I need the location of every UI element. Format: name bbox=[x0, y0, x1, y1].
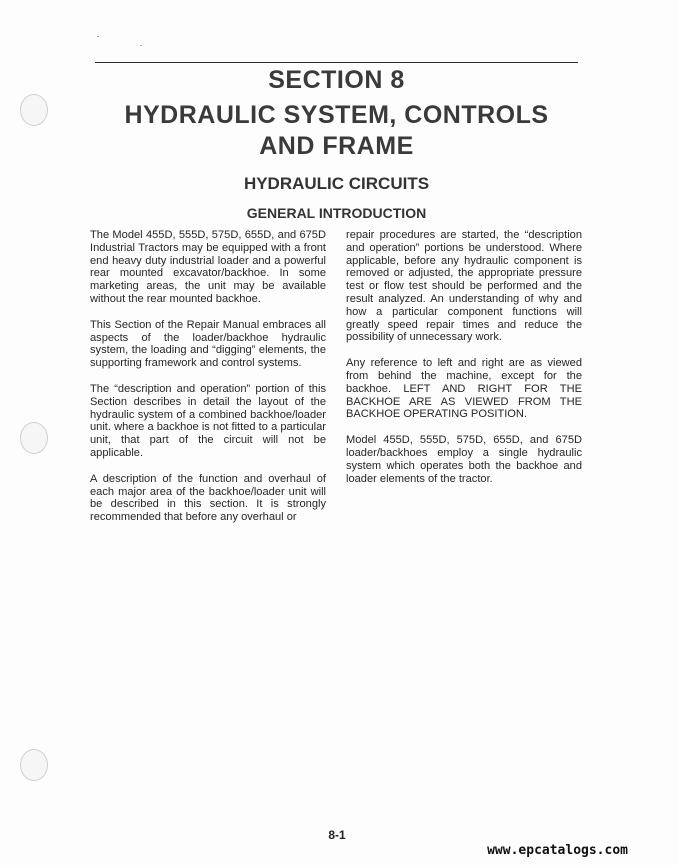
subsection-title: HYDRAULIC CIRCUITS bbox=[243, 174, 430, 193]
page-title bbox=[95, 100, 578, 162]
title-line-1: HYDRAULIC SYSTEM, CONTROLS bbox=[124, 101, 549, 129]
punch-hole-top bbox=[20, 94, 48, 126]
punch-hole-middle bbox=[20, 422, 48, 454]
intro-heading: GENERAL INTRODUCTION bbox=[246, 205, 427, 221]
paragraph: Model 455D, 555D, 575D, 655D, and 675D loader/backhoes employ a single hydraulic system which operates both the backhoe and loader elements of the tractor. bbox=[346, 434, 582, 485]
scan-speck bbox=[97, 36, 99, 37]
right-column bbox=[346, 229, 582, 498]
paragraph: The “description and operation” portion of this Section describes in detail the layout of the hydraulic system of a combined backhoe/loader unit. where a backhoe is not fitted to a particular unit, that part of the circuit will not be applicable. bbox=[90, 382, 326, 459]
paragraph: A description of the function and overhaul of each major area of the backhoe/loader unit will be described in this section. It is strongly recommended that before any overhaul or bbox=[90, 472, 326, 524]
page-number: 8-1 bbox=[328, 828, 346, 842]
paragraph: This Section of the Repair Manual embraces all aspects of the loader/backhoe hydraulic system, the loading and “digging” elements, the supporting framework and control systems. bbox=[90, 318, 326, 370]
section-number: SECTION 8 bbox=[268, 66, 405, 94]
punch-hole-bottom bbox=[20, 749, 48, 781]
scan-speck bbox=[140, 45, 142, 46]
header-rule bbox=[95, 62, 578, 63]
left-column bbox=[90, 229, 326, 537]
paragraph: The Model 455D, 555D, 575D, 655D, and 675D Industrial Tractors may be equipped with a front end heavy duty industrial loader and a powerful rear mounted excavator/backhoe. In some marketing areas, the unit may be available without the rear mounted backhoe. bbox=[90, 229, 326, 305]
watermark-link[interactable]: www.epcatalogs.com bbox=[487, 843, 628, 858]
paragraph: Any reference to left and right are as viewed from behind the machine, except for the backhoe. LEFT AND RIGHT FOR THE BACKHOE ARE AS VIEWED FROM THE BACKHOE OPERATING POSITION. bbox=[346, 357, 582, 421]
paragraph: repair procedures are started, the “description and operation” portions be understood. Where applicable, before any hydraulic component is removed or adjusted, the appropriate pressure test or flow test should be performed and the result analyzed. An understanding of why and how a particular component functions will greatly speed repair times and reduce the possibility of unnecessary work. bbox=[346, 229, 582, 344]
title-line-2: AND FRAME bbox=[259, 132, 414, 160]
